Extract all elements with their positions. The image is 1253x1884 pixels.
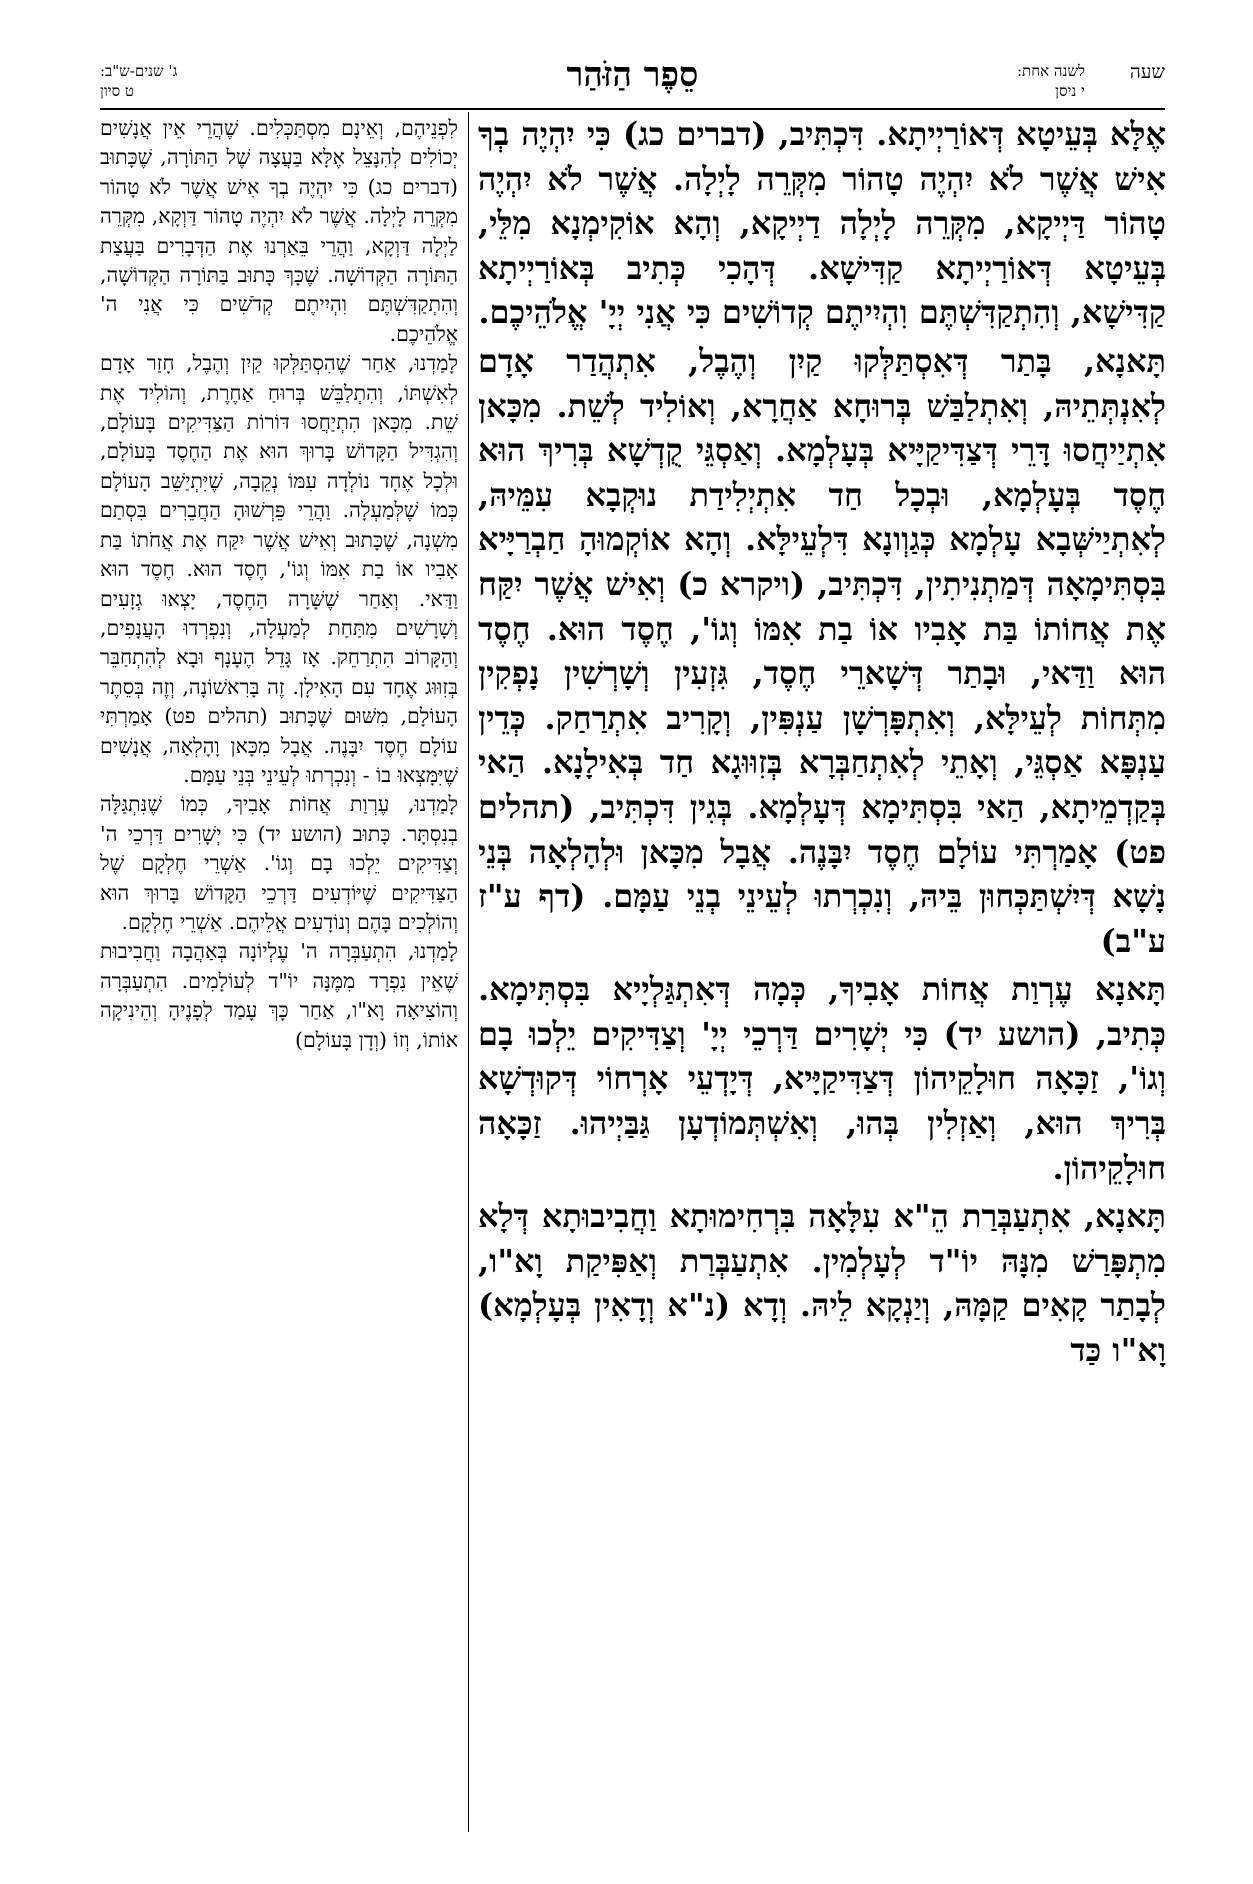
main-paragraph: תָּאנָא עֶרְוַת אֲחוֹת אָבִיךָ, כְּמָה דְּאִתְגַּלְיָיא בִּסְתִּימָא. כְּתִיב, (הושע יד) כִּי יְשָׁרִים דַּרְכֵי יְיָ' וְצַדִּיקִים יֵלְכוּ בָם וְגוֹ', זַכָּאָה חוּלָקֵיהוֹן דְּצַדִּיקַיָּיא, דְּיָדְעֵי אָרְחוֹי דְּקוּדְשָׁא בְּרִיךְ הוּא, וְאַזְלִין בְּהוּ, וְאִשְׁתְּמוֹדְעָן גַּבַּיְיהוּ. זַכָּאָה חוּלָקֵיהוֹן. — [478, 970, 1166, 1187]
column-divider — [468, 112, 469, 1832]
translation-paragraph: לָמַדְנוּ, אַחַר שֶׁהִסְתַּלְּקוּ קַיִן וְהֶבֶל, חָזַר אָדָם לְאִשְׁתּוֹ, וְהִתְלַבֵּשׁ בְּרוּחַ אַחֶרֶת, וְהוֹלִיד אֶת שֵׁת. מִכָּאן הִתְיַחֲסוּ דּוֹרוֹת הַצַּדִּיקִים בָּעוֹלָם, וְהִגְדִּיל הַקָּדוֹשׁ בָּרוּךְ הוּא אֶת הַחֶסֶד בָּעוֹלָם, וּלְכָל אֶחָד נוֹלְדָה עִמּוֹ נְקֵבָה, שֶׁיִּתְיַשֵּׁב הָעוֹלָם כְּמוֹ שֶׁלְּמַעְלָה. וַהֲרֵי פֵּרְשׁוּהָ הַחֲבֵרִים בִּסְתַם מִשְׁנָה, שֶׁכָּתוּב וְאִישׁ אֲשֶׁר יִקַּח אֶת אֲחֹתוֹ בַּת אָבִיו אוֹ בַת אִמּוֹ וְגוֹ', חֶסֶד הוּא. חֶסֶד הוּא וַדַּאי. וְאַחַר שֶׁשָּׁרָה הַחֶסֶד, יָצְאוּ גְזָעִים וְשָׁרָשִׁים מִתַּחַת לְמַעְלָה, וְנִפְרְדוּ הָעֲנָפִים, וְהַקָּרוֹב הִתְרַחֵק. אָז גָּדֵל הֶעָנָף וּבָא לְהִתְחַבֵּר בְּזִוּוּג אֶחָד עִם הָאִילָן. זֶה בָּרִאשׁוֹנָה, וְזֶה בְּסֵתֶר הָעוֹלָם, מִשּׁוּם שֶׁכָּתוּב (תהלים פט) אָמַרְתִּי עוֹלָם חֶסֶד יִבָּנֶה. אֲבָל מִכָּאן וָהָלְאָה, אֲנָשִׁים שֶׁיִּמָּצְאוּ בוֹ - וְנִכְרְתוּ לְעֵינֵי בְּנֵי עַמָּם. — [100, 351, 458, 787]
main-paragraph: אֶלָּא בְּעֵיטָא דְּאוֹרַיְיתָא. דִּכְתִּיב, (דברים כג) כִּי יִהְיֶה בְךָ אִישׁ אֲשֶׁר לֹא יִהְיֶה טָהוֹר מִקְּרֵה לָיְלָה. אֲשֶׁר לֹא יִהְיֶה טָהוֹר דַּיְיקָא, מִקְּרֵה לָיְלָה דַיְיקָא, וְהָא אוֹקִימְנָא מִלֵּי, בְּעֵיטָא דְּאוֹרַיְיתָא קַדִּישָׁא. דְּהָכִי כְּתִיב בְּאוֹרַיְיתָא קַדִּישָׁא, וְהִתְקַדִּשְׁתֶּם וִהְיִיתֶם קְדוֹשִׁים כִּי אֲנִי יְיָ' אֱלֹהֵיכֶם. — [478, 115, 1166, 332]
page-header — [100, 55, 1165, 105]
header-year-label: לשנה אחת: — [1017, 62, 1085, 80]
main-paragraph: תָּאנָא, בָּתַר דְּאִסְתַּלְּקוּ קַיִן וְהֶבֶל, אִתְהֲדַר אָדָם לְאִנְתְּתֵיהּ, וְאִתְלַבַּשׁ בְּרוּחָא אַחֲרָא, וְאוֹלִיד לְשֵׁת. מִכָּאן אִתְיַיחֲסוּ דָּרֵי דְּצַדִּיקַיָּיא בְּעָלְמָא. וְאַסְגֵּי קֻדְשָׁא בְּרִיךְ הוּא חֶסֶד בְּעָלְמָא, וּבְכָל חַד אִתְיְלִידַת נוּקְבָא עִמֵּיהּ, לְאִתְיַישְּׁבָא עָלְמָא כְּגַוְונָא דִּלְעֵילָּא. וְהָא אוֹקְמוּהָ חַבְרַיָּיא בִּסְתִּימָאָה דְּמַתְנִיתִין, דִּכְתִּיב, (ויקרא כ) וְאִישׁ אֲשֶׁר יִקַּח אֶת אֲחוֹתוֹ בַּת אָבִיו אוֹ בַת אִמּוֹ וְגוֹ', חֶסֶד הוּא. חֶסֶד הוּא וַדַּאי, וּבָתַר דְּשָׁארֵי חֶסֶד, גִּזְעִין וְשָׁרְשִׁין נָפְקִין מִתְּחוֹת לְעֵילָּא, וְאִתְפָּרְשָׁן עַנְפִּין, וְקָרִיב אִתְרַחַק. כְּדֵין עַנְפָּא אַסְגֵּי, וְאָתֵי לְאִתְחַבְּרָא בְּזִוּוּגָא חַד בְּאִילָנָא. הַאי בְּקַדְמֵיתָא, הַאי בִּסְתִּימָא דְּעָלְמָא. בְּגִין דִּכְתִּיב, (תהלים פט) אָמַרְתִּי עוֹלָם חֶסֶד יִבָּנֶה. אֲבָל מִכָּאן וּלְהָלְאָה בְּנֵי נָשָׁא דְּיִשְׁתַּכְּחוּן בֵּיהּ, וְנִכְרְתוּ לְעֵינֵי בְנֵי עַמָּם. (דף ע"ז ע"ב) — [478, 341, 1166, 960]
translation-paragraph: לָמַדְנוּ, הִתְעַבְּרָה ה' עֶלְיוֹנָה בְּאַהֲבָה וַחֲבִיבוּת שֶׁאֵין נִפְרָד מִמֶּנָּה יוֹ"ד לְעוֹלָמִים. הִתְעַבְּרָה וְהוֹצִיאָה וָא"ו, אַחַר כָּךְ עָמַד לְפָנֶיהָ וְהֵינִיקָה אוֹתוֹ, וְזוֹ (וְדָן בָּעוֹלָם) — [100, 939, 458, 1052]
page-title: סֵפֶר הַזֹּהַר — [566, 55, 699, 95]
header-date-left: ט סיון — [100, 82, 134, 100]
translation-paragraph: לִפְנֵיהֶם, וְאֵינָם מִסְתַּכְּלִים. שֶׁהֲרֵי אֵין אֲנָשִׁים יְכוֹלִים לְהִנָּצֵל אֶלָּא בַּעֲצָה שֶׁל הַתּוֹרָה, שֶׁכָּתוּב (דברים כג) כִּי יִהְיֶה בְךָ אִישׁ אֲשֶׁר לֹא טָהוֹר מִקְּרֵה לָיְלָה. אֲשֶׁר לֹא יִהְיֶה טָהוֹר דַּוְקָא, מִקְּרֵה לַיְלָה דַּוְקָא, וַהֲרֵי בֵּאַרְנוּ אֶת הַדְּבָרִים בַּעֲצַת הַתּוֹרָה הַקְּדוֹשָׁה. שֶׁכָּךְ כָּתוּב בַּתּוֹרָה הַקְּדוֹשָׁה, וְהִתְקַדִּשְׁתֶּם וִהְיִיתֶם קְדֹשִׁים כִּי אֲנִי ה' אֱלֹהֵיכֶם. — [100, 116, 458, 346]
translation-paragraph: לָמַדְנוּ, עֶרְוַת אֲחוֹת אָבִיךָ, כְּמוֹ שֶׁנִּתְגַּלָּה בְנִסְתָּר. כָּתוּב (הושע יד) כִּי יְשָׁרִים דַּרְכֵי ה' וְצַדִּיקִים יֵלְכוּ בָם וְגוֹ'. אַשְׁרֵי חֶלְקָם שֶׁל הַצַּדִּיקִים שֶׁיּוֹדְעִים דַּרְכֵי הַקָּדוֹשׁ בָּרוּךְ הוּא וְהוֹלְכִים בָּהֶם וְנוֹדָעִים אֲלֵיהֶם. אַשְׁרֵי חֶלְקָם. — [100, 792, 458, 934]
header-hour-label: שעה — [1129, 61, 1165, 83]
header-years-label: ג' שנים-ש"ב: — [100, 62, 178, 80]
header-schedule-left — [100, 61, 178, 101]
header-date-right: י ניסן — [1055, 82, 1085, 100]
main-text-column — [478, 112, 1166, 1377]
translation-column — [100, 114, 458, 1055]
header-rule — [100, 108, 1165, 110]
header-schedule-right — [1017, 61, 1085, 101]
main-paragraph: תָּאנָא, אִתְעַבְּרַת הֵ"א עִלָּאָה בִּרְחִימוּתָא וַחֲבִיבוּתָא דְּלָא מִתְפָּרַשׁ מִנָּהּ יוֹ"ד לְעָלְמִין. אִתְעַבְּרַת וְאַפִּיקַת וָא"ו, לְבָתַר קָאִים קַמָּהּ, וְיַנְקָא לֵיהּ. וְדָא (נ"א וְדָאִין בְּעָלְמָא) וָא"ו כַּד — [478, 1197, 1166, 1370]
